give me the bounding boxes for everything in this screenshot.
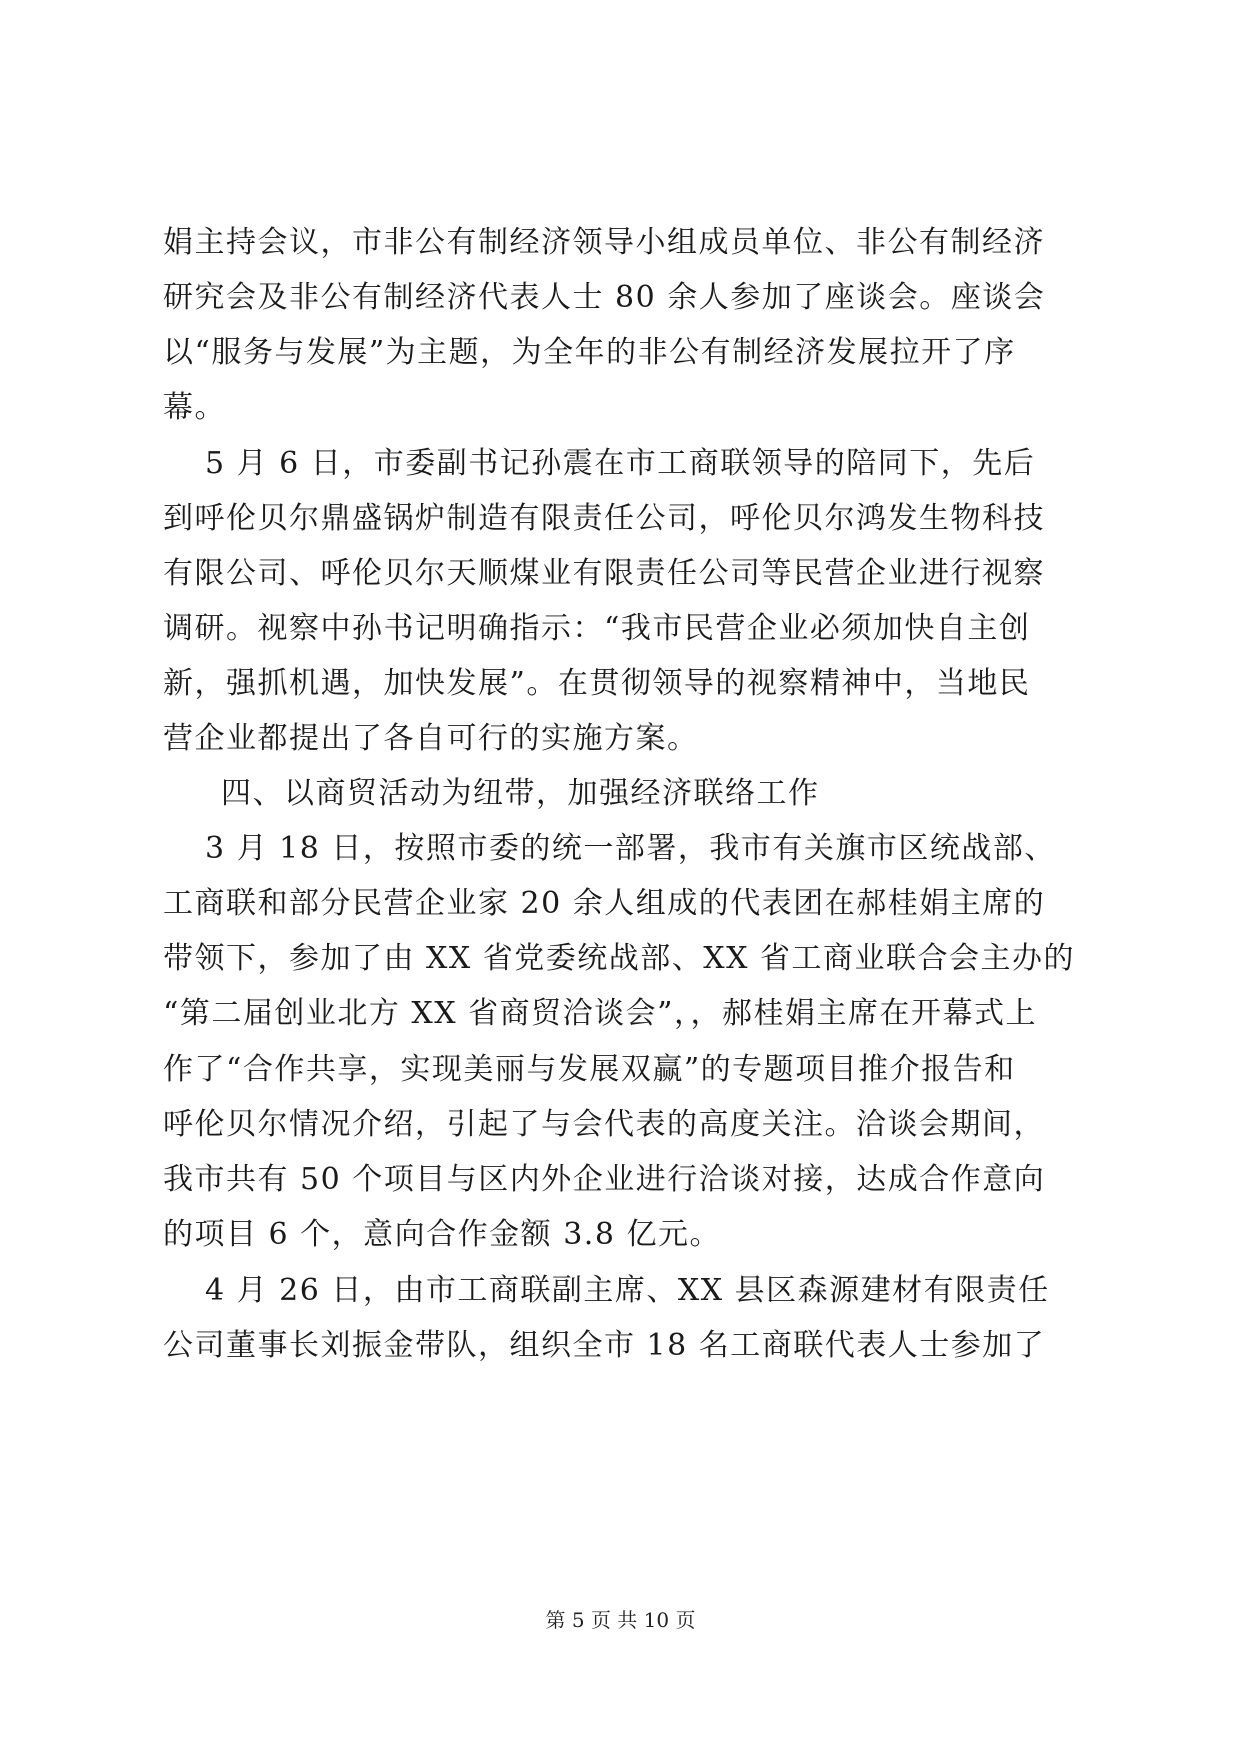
text-line: 新，强抓机遇，加快发展”。在贯彻领导的视察精神中，当地民 [163, 666, 1031, 701]
text-line: 公司董事长刘振金带队，组织全市 18 名工商联代表人士参加了 [163, 1328, 1046, 1363]
page-number-footer: 第 5 页 共 10 页 [545, 1608, 696, 1632]
text-line: 4 月 26 日，由市工商联副主席、XX 县区森源建材有限责任 [205, 1273, 1050, 1308]
text-line: 研究会及非公有制经济代表人士 80 余人参加了座谈会。座谈会 [163, 280, 1046, 315]
text-line: 的项目 6 个，意向合作金额 3.8 亿元。 [163, 1217, 721, 1252]
text-line: 幕。 [163, 390, 226, 425]
text-line: 工商联和部分民营企业家 20 余人组成的代表团在郝桂娟主席的 [163, 886, 1046, 921]
text-line: “第二届创业北方 XX 省商贸洽谈会”，，郝桂娟主席在开幕式上 [163, 996, 1037, 1031]
text-line: 到呼伦贝尔鼎盛锅炉制造有限责任公司，呼伦贝尔鸿发生物科技 [163, 501, 1045, 536]
text-line: 我市共有 50 个项目与区内外企业进行洽谈对接，达成合作意向 [163, 1162, 1046, 1197]
text-line: 营企业都提出了各自可行的实施方案。 [163, 721, 699, 756]
text-line: 呼伦贝尔情况介绍，引起了与会代表的高度关注。洽谈会期间， [163, 1107, 1045, 1142]
text-line: 5 月 6 日，市委副书记孙震在市工商联领导的陪同下，先后 [205, 446, 1036, 481]
text-line: 3 月 18 日，按照市委的统一部署，我市有关旗市区统战部、 [205, 831, 1056, 866]
text-line: 有限公司、呼伦贝尔天顺煤业有限责任公司等民营企业进行视察 [163, 556, 1045, 591]
text-line: 调研。视察中孙书记明确指示：“我市民营企业必须加快自主创 [163, 611, 1031, 646]
section-heading: 四、以商贸活动为纽带，加强经济联络工作 [221, 776, 820, 811]
text-line: 娟主持会议，市非公有制经济领导小组成员单位、非公有制经济 [163, 225, 1045, 260]
text-line: 作了“合作共享，实现美丽与发展双赢”的专题项目推介报告和 [163, 1052, 1016, 1087]
text-line: 带领下，参加了由 XX 省党委统战部、XX 省工商业联合会主办的 [163, 941, 1076, 976]
text-line: 以“服务与发展”为主题，为全年的非公有制经济发展拉开了序 [163, 335, 1016, 370]
